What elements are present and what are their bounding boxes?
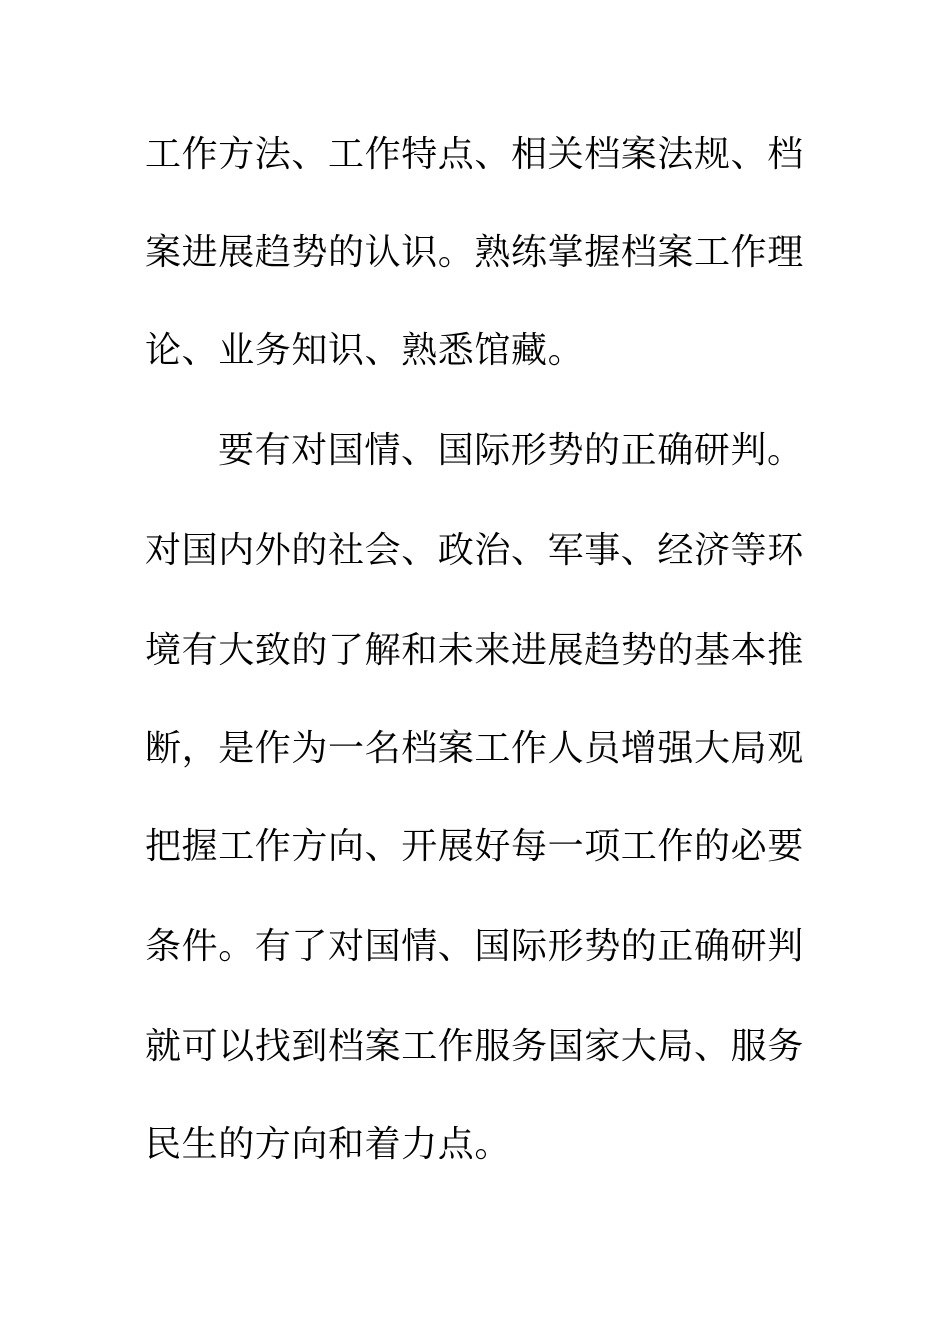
text-line-3: 论、业务知识、熟悉馆藏。 — [145, 330, 585, 371]
text-line-2: 案进展趋势的认识。熟练掌握档案工作理 — [145, 232, 804, 273]
text-line-6: 境有大致的了解和未来进展趋势的基本推 — [145, 630, 804, 671]
paragraph-2-first-line: 要有对国情、国际形势的正确研判。 — [218, 430, 804, 471]
text-line-8: 把握工作方向、开展好每一项工作的必要 — [145, 826, 804, 867]
text-line-10: 就可以找到档案工作服务国家大局、服务 — [145, 1026, 804, 1067]
text-line-1: 工作方法、工作特点、相关档案法规、档 — [145, 134, 804, 175]
text-line-9: 条件。有了对国情、国际形势的正确研判 — [145, 926, 804, 967]
text-line-11: 民生的方向和着力点。 — [145, 1124, 512, 1165]
text-line-5: 对国内外的社会、政治、军事、经济等环 — [145, 530, 804, 571]
text-line-7: 断，是作为一名档案工作人员增强大局观 — [145, 728, 804, 769]
